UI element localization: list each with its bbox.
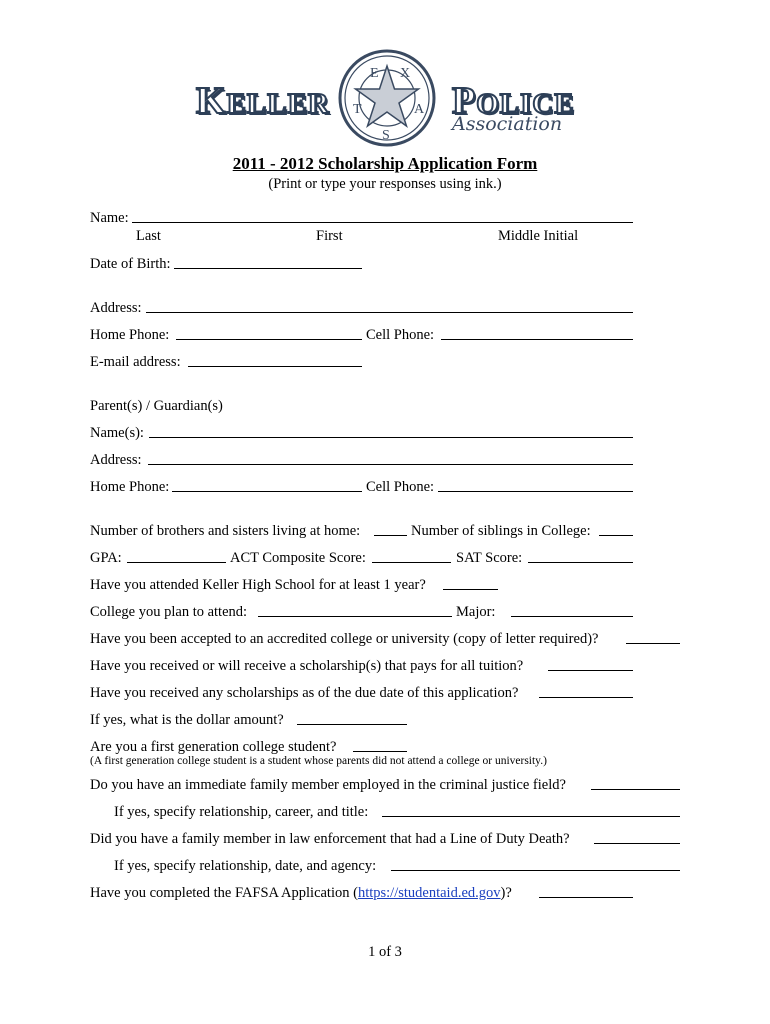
form-instructions: (Print or type your responses using ink.)	[268, 176, 502, 192]
guardian-cell-phone-field[interactable]	[438, 491, 633, 492]
guardian-names-field[interactable]	[149, 437, 633, 438]
act-field[interactable]	[372, 562, 451, 563]
fafsa-line	[90, 886, 512, 901]
guardian-home-phone-field[interactable]	[172, 491, 362, 492]
guardian-home-phone-label: Home Phone:	[90, 479, 170, 495]
name-last-caption: Last	[136, 228, 161, 244]
guardian-names-label: Name(s):	[90, 425, 144, 441]
page-number: 1 of 3	[368, 944, 402, 960]
gpa-label: GPA:	[90, 550, 122, 566]
guardian-address-label: Address:	[90, 452, 142, 468]
college-field[interactable]	[258, 616, 452, 617]
siblings-home-label: Number of brothers and sisters living at home:	[90, 523, 361, 539]
seal-letter-t: T	[353, 102, 362, 117]
sat-field[interactable]	[528, 562, 633, 563]
major-label: Major:	[456, 604, 496, 620]
lodd-specify-label: If yes, specify relationship, date, and agency:	[114, 858, 377, 874]
name-field[interactable]	[132, 222, 633, 223]
name-middle-caption: Middle Initial	[498, 228, 579, 244]
keller-hs-field[interactable]	[443, 589, 498, 590]
family-cj-field[interactable]	[591, 789, 680, 790]
dollar-amount-field[interactable]	[297, 724, 407, 725]
brand-sub: Association	[452, 113, 563, 135]
siblings-college-label: Number of siblings in College:	[411, 523, 591, 539]
accepted-label: Have you been accepted to an accredited college or university (copy of letter required)?	[90, 631, 599, 647]
address-field[interactable]	[146, 312, 633, 313]
fafsa-field[interactable]	[539, 897, 633, 898]
seal-letter-s: S	[382, 128, 390, 143]
lodd-label: Did you have a family member in law enforcement that had a Line of Duty Death?	[90, 831, 570, 847]
scholarship-tuition-label: Have you received or will receive a scholarship(s) that pays for all tuition?	[90, 658, 524, 674]
family-cj-label: Do you have an immediate family member employed in the criminal justice field?	[90, 777, 566, 793]
scholarship-tuition-field[interactable]	[548, 670, 633, 671]
name-first-caption: First	[316, 228, 343, 244]
home-phone-field[interactable]	[176, 339, 362, 340]
act-label: ACT Composite Score:	[230, 550, 366, 566]
seal-letter-a: A	[414, 102, 425, 117]
major-field[interactable]	[511, 616, 633, 617]
brand-right: POLICE	[452, 80, 575, 122]
guardian-address-field[interactable]	[148, 464, 633, 465]
seal-letter-e: E	[370, 66, 379, 81]
college-label: College you plan to attend:	[90, 604, 248, 620]
sat-label: SAT Score:	[456, 550, 523, 566]
guardian-cell-phone-label: Cell Phone:	[366, 479, 435, 495]
family-cj-specify-field[interactable]	[382, 816, 680, 817]
address-label: Address:	[90, 300, 142, 316]
accepted-field[interactable]	[626, 643, 680, 644]
fafsa-label: Have you completed the FAFSA Application (	[90, 885, 358, 901]
first-gen-note: (A first generation college student is a student whose parents did not attend a college or university.)	[90, 755, 547, 767]
dob-label: Date of Birth:	[90, 256, 171, 272]
scholarships-due-label: Have you received any scholarships as of the due date of this application?	[90, 685, 519, 701]
family-cj-specify-label: If yes, specify relationship, career, and title:	[114, 804, 369, 820]
form-title: 2011 - 2012 Scholarship Application Form	[232, 154, 538, 173]
first-gen-label: Are you a first generation college student?	[90, 739, 337, 755]
brand-left: KELLER	[196, 80, 330, 122]
texas-star-seal-icon	[338, 49, 436, 147]
guardians-heading: Parent(s) / Guardian(s)	[90, 398, 223, 414]
scholarships-due-field[interactable]	[539, 697, 633, 698]
lodd-specify-field[interactable]	[391, 870, 680, 871]
gpa-field[interactable]	[127, 562, 226, 563]
siblings-college-field[interactable]	[599, 535, 633, 536]
siblings-home-field[interactable]	[374, 535, 407, 536]
cell-phone-label: Cell Phone:	[366, 327, 435, 343]
fafsa-label-end: )?	[500, 885, 512, 901]
dob-field[interactable]	[174, 268, 362, 269]
seal-letter-x: X	[400, 66, 411, 81]
fafsa-link[interactable]: https://studentaid.ed.gov	[357, 885, 501, 901]
home-phone-label: Home Phone:	[90, 327, 170, 343]
first-gen-field[interactable]	[353, 751, 407, 752]
keller-hs-label: Have you attended Keller High School for at least 1 year?	[90, 577, 426, 593]
email-field[interactable]	[188, 366, 362, 367]
dollar-amount-label: If yes, what is the dollar amount?	[90, 712, 284, 728]
lodd-field[interactable]	[594, 843, 680, 844]
email-label: E-mail address:	[90, 354, 181, 370]
name-label: Name:	[90, 210, 129, 226]
cell-phone-field[interactable]	[441, 339, 633, 340]
